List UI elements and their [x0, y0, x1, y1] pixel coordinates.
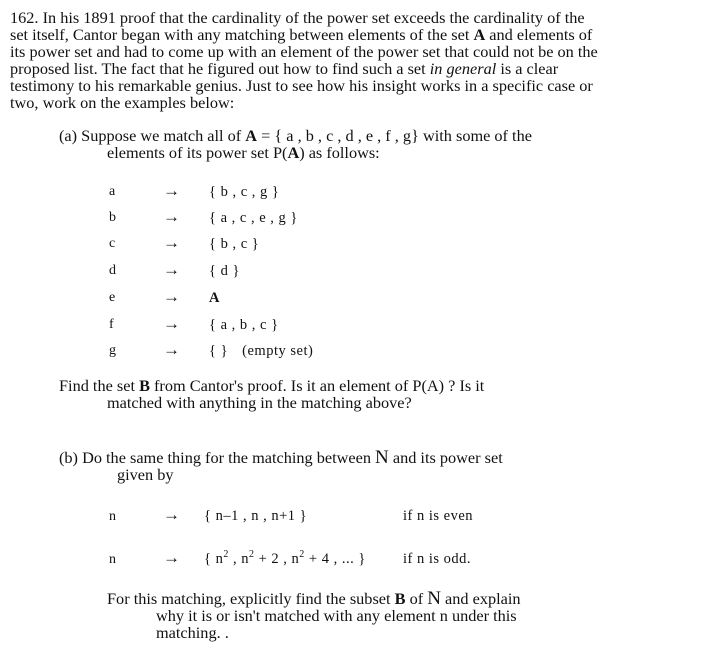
intro-line-3: its power set and had to come up with an element of the power set that could not be on the [10, 42, 598, 61]
rule1-image: { n–1 , n , n+1 } [204, 508, 308, 524]
arrow-icon: → [163, 207, 180, 226]
map-element-e: e [109, 290, 116, 305]
emphasis-in-general: in general [429, 59, 497, 78]
rule2-var: n [109, 552, 116, 567]
intro-text: In his 1891 proof that the cardinality of the power set exceeds the cardinality of the [42, 8, 585, 27]
map-image-b: { a , c , e , g } [209, 210, 298, 226]
intro-line-5: testimony to his remarkable genius. Just to see how his insight works in a specific case or [10, 76, 593, 95]
map-element-b: b [109, 210, 116, 225]
set-A-ref: A [473, 25, 486, 44]
map-element-a: a [109, 184, 116, 199]
arrow-icon: → [163, 314, 180, 333]
set-A-definition: = { a , b , c , d , e , f , g} [261, 126, 419, 145]
map-image-g: { } (empty set) [209, 343, 314, 359]
empty-set-note: (empty set) [242, 343, 314, 359]
arrow-icon: → [163, 233, 180, 252]
intro-line-4: proposed list. The fact that he figured out how to find such a set in general is a clear [10, 59, 559, 78]
part-b-line-1: (b) Do the same thing for the matching between N and its power set [59, 447, 503, 468]
part-a-label: (a) [59, 126, 78, 145]
part-b-label: (b) [59, 448, 78, 467]
map-image-c: { b , c } [209, 236, 260, 252]
rule1-var: n [109, 509, 116, 524]
part-b-task-line-3: matching. . [156, 623, 229, 642]
map-image-f: { a , b , c } [209, 317, 279, 333]
intro-line-6: two, work on the examples below: [10, 93, 235, 112]
map-image-a: { b , c , g } [209, 184, 280, 200]
map-image-d: { d } [209, 263, 240, 279]
part-a-question-line-1: Find the set B from Cantor's proof. Is it an element of P(A) ? Is it [59, 376, 485, 395]
part-a-line-1: (a) Suppose we match all of A = { a , b , c , d , e , f , g} with some of the [59, 126, 532, 145]
map-element-g: g [109, 343, 116, 358]
problem-number: 162. [10, 8, 39, 27]
rule2-image: { $n^2$ , $n^2 + 2$ , $n^2 + 4$ , ... } [204, 549, 366, 567]
part-b-task-line-1: For this matching, explicitly find the subset B of N and explain [107, 588, 521, 609]
part-b-task-line-2: why it is or isn't matched with any element n under this [156, 606, 517, 625]
intro-line-2: set itself, Cantor began with any matching between elements of the set A and elements of [10, 25, 593, 44]
arrow-icon: → [163, 260, 180, 279]
arrow-icon: → [163, 340, 180, 359]
map-image-e: A [209, 290, 220, 306]
part-a-question-line-2: matched with anything in the matching above? [107, 393, 412, 412]
map-element-f: f [109, 317, 114, 332]
arrow-icon: → [163, 505, 180, 524]
set-N-ref: N [375, 447, 389, 468]
arrow-icon: → [163, 287, 180, 306]
part-b-line-2: given by [117, 465, 174, 484]
arrow-icon: → [163, 548, 180, 567]
arrow-icon: → [163, 181, 180, 200]
map-element-d: d [109, 263, 116, 278]
rule1-condition: if n is even [403, 508, 474, 524]
rule2-condition: if n is odd. [403, 551, 472, 567]
map-element-c: c [109, 236, 116, 251]
part-a-line-2: elements of its power set P(A) as follows: [107, 143, 380, 162]
